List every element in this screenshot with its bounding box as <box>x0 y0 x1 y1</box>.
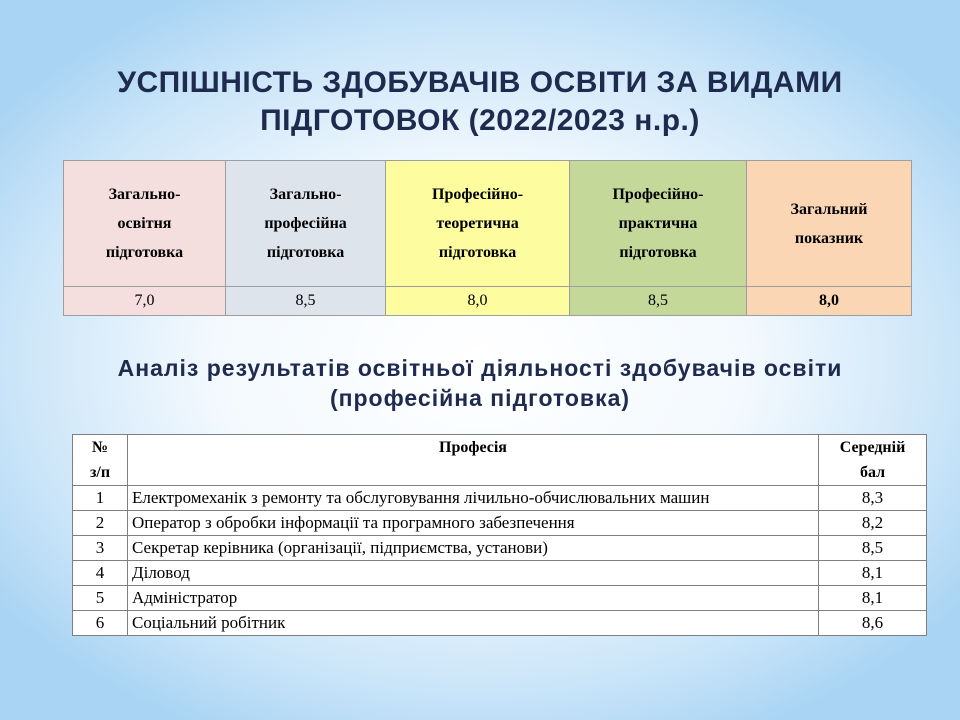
row-average: 8,6 <box>819 611 927 636</box>
header-general-professional: Загально- професійна підготовка <box>226 161 386 287</box>
row-number: 5 <box>73 586 128 611</box>
summary-values-row <box>64 287 912 316</box>
analysis-subtitle-line1: Аналіз результатів освітньої діяльності здобувачів освіти <box>117 355 843 381</box>
slide-title <box>40 64 920 140</box>
row-number: 3 <box>73 536 128 561</box>
header-general-education: Загально- освітня підготовка <box>64 161 226 287</box>
value-overall-score: 8,0 <box>746 287 911 316</box>
table-row <box>73 511 927 536</box>
table-row <box>73 486 927 511</box>
analysis-subtitle <box>40 353 920 413</box>
profession-table <box>72 434 927 636</box>
header-number: № з/п <box>73 435 128 486</box>
header-profession: Професія <box>128 435 819 486</box>
profession-header-row <box>73 435 927 486</box>
row-number: 2 <box>73 511 128 536</box>
row-number: 6 <box>73 611 128 636</box>
value-general-education: 7,0 <box>64 287 226 316</box>
row-average: 8,3 <box>819 486 927 511</box>
summary-table <box>63 160 912 316</box>
row-average: 8,1 <box>819 561 927 586</box>
slide-title-line1: УСПІШНІСТЬ ЗДОБУВАЧІВ ОСВІТИ ЗА ВИДАМИ <box>117 66 843 99</box>
row-profession: Електромеханік з ремонту та обслуговування лічильно-обчислювальних машин <box>128 486 819 511</box>
table-row <box>73 561 927 586</box>
table-row <box>73 586 927 611</box>
header-overall-score: Загальний показник <box>746 161 911 287</box>
table-row <box>73 536 927 561</box>
row-average: 8,1 <box>819 586 927 611</box>
header-professional-practical: Професійно- практична підготовка <box>570 161 747 287</box>
row-number: 4 <box>73 561 128 586</box>
analysis-subtitle-line2: (професійна підготовка) <box>329 385 631 411</box>
row-profession: Секретар керівника (організації, підприємства, установи) <box>128 536 819 561</box>
row-average: 8,2 <box>819 511 927 536</box>
row-profession: Соціальний робітник <box>128 611 819 636</box>
row-profession: Оператор з обробки інформації та програмного забезпечення <box>128 511 819 536</box>
header-average-score: Середній бал <box>819 435 927 486</box>
value-general-professional: 8,5 <box>226 287 386 316</box>
value-professional-theoretical: 8,0 <box>386 287 570 316</box>
slide-title-line2: ПІДГОТОВОК (2022/2023 н.р.) <box>260 104 700 137</box>
row-profession: Адміністратор <box>128 586 819 611</box>
value-professional-practical: 8,5 <box>570 287 747 316</box>
header-professional-theoretical: Професійно- теоретична підготовка <box>386 161 570 287</box>
row-number: 1 <box>73 486 128 511</box>
row-profession: Діловод <box>128 561 819 586</box>
table-row <box>73 611 927 636</box>
row-average: 8,5 <box>819 536 927 561</box>
summary-header-row <box>64 161 912 287</box>
